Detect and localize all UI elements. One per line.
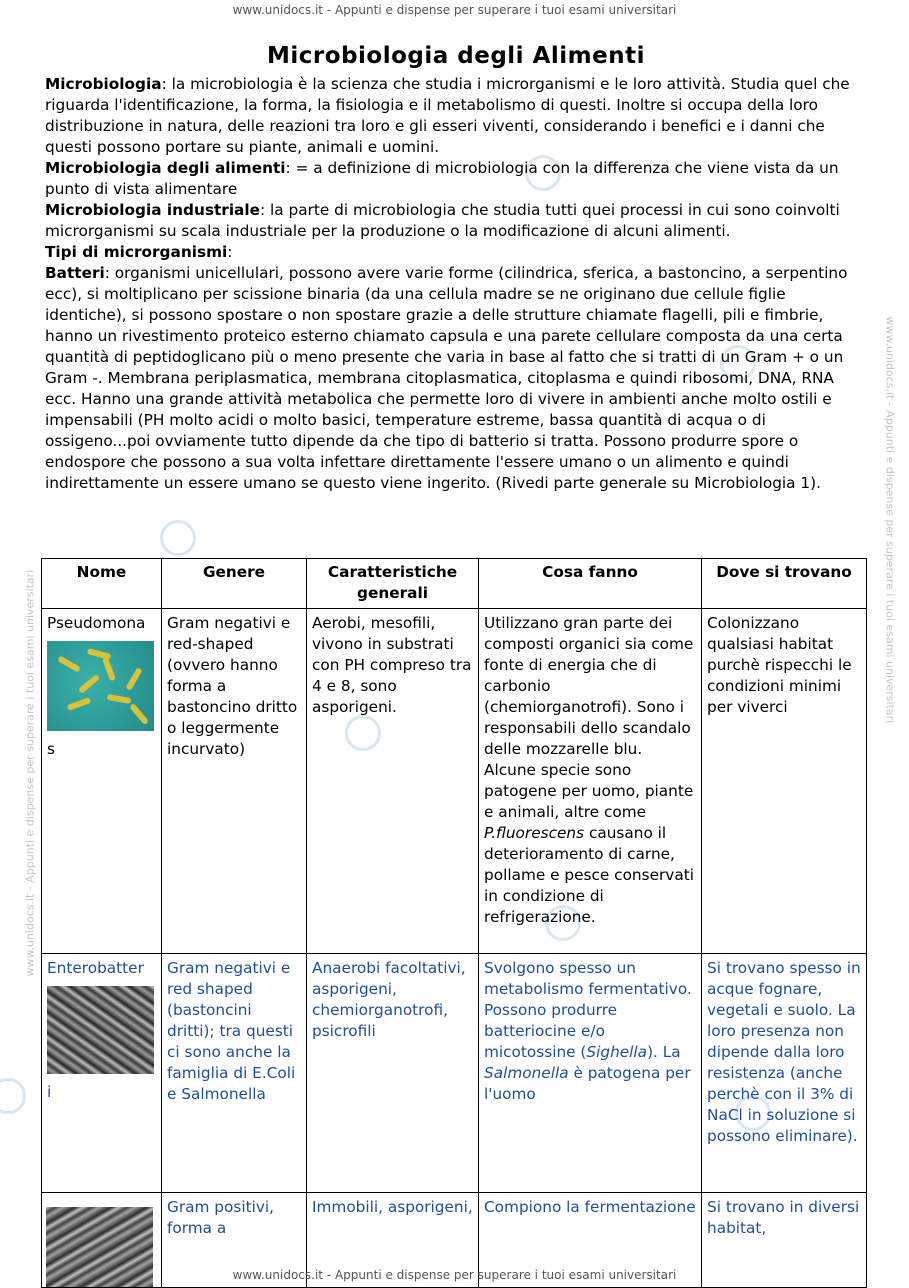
table-header-row — [42, 559, 867, 609]
text-part: Svolgono spesso un metabolismo fermentativo. Possono produrre batteriocine e/o micotossine ( — [484, 959, 692, 1061]
species-name: P.fluorescens — [484, 824, 585, 842]
genere-cell: Gram positivi, forma a — [162, 1193, 307, 1288]
watermark-logo-icon — [0, 1078, 26, 1114]
text-part: causano il deterioramento di carne, pollame e pesce conservati in condizione di refrigerazione. — [484, 824, 694, 926]
bacteria-table — [41, 558, 867, 1288]
definition: : = a definizione di microbiologia con la differenza che viene vista da un punto di vista alimentare — [45, 159, 839, 198]
name-text: Enterobatter — [47, 959, 144, 977]
genere-cell: Gram negativi e red shaped (bastoncini dritti); tra questi ci sono anche la famiglia di E.Coli e Salmonella — [162, 954, 307, 1193]
header-watermark: www.unidocs.it - Appunti e dispense per superare i tuoi esami universitari — [232, 3, 677, 17]
paragraph-microbiologia-alimenti — [45, 158, 867, 200]
term: Microbiologia industriale — [45, 201, 261, 219]
footer-watermark: www.unidocs.it - Appunti e dispense per superare i tuoi esami universitari — [232, 1268, 677, 1282]
genere-cell: Gram negativi e red-shaped (ovvero hanno forma a bastoncino dritto o leggermente incurvato) — [162, 609, 307, 954]
document-body — [45, 40, 867, 494]
table-row — [42, 609, 867, 954]
dove-cell: Colonizzano qualsiasi habitat purchè rispecchi le condizioni minimi per viverci — [702, 609, 867, 954]
column-header: Genere — [162, 559, 307, 609]
caratteristiche-cell: Anaerobi facoltativi, asporigeni, chemiorganotrofi, psicrofili — [307, 954, 479, 1193]
term: Microbiologia degli alimenti — [45, 159, 286, 177]
definition: : la microbiologia è la scienza che studia i microrganismi e le loro attività. Studia quel che riguarda l'identificazione, la forma, la fisiologia e il metabolismo di questi. Inoltre si occupa della loro distribuzione in natura, delle reazioni tra loro e gli esseri viventi, considerando i benefici e i danni che questi possono portare su piante, animali e uomini. — [45, 75, 850, 156]
dove-cell: Si trovano spesso in acque fognare, vegetali e suolo. La loro presenza non dipende dalla loro resistenza (anche perchè con il 3% di NaCl in soluzione si possono eliminare). — [702, 954, 867, 1193]
side-watermark-left: www.unidocs.it - Appunti e dispense per superare i tuoi esami universitari — [23, 569, 37, 977]
text-part: Utilizzano gran parte dei composti organici sia come fonte di energia che di carbonio (chemiorganotrofi). Sono i responsabili dello scandalo delle mozzarelle blu. Alcune specie sono patogene per uomo, piante e animali, altre come — [484, 614, 694, 821]
term: Microbiologia — [45, 75, 162, 93]
name-text: Pseudomona — [47, 614, 146, 632]
paragraph-tipi-microrganismi — [45, 242, 867, 263]
term: Tipi di microrganismi — [45, 243, 228, 261]
species-name: Sighella — [586, 1043, 648, 1061]
cosa-fanno-cell — [479, 609, 702, 954]
cosa-fanno-cell — [479, 954, 702, 1193]
caratteristiche-cell: Immobili, asporigeni, — [307, 1193, 479, 1288]
enterobacteria-image — [47, 986, 154, 1074]
watermark-logo-icon — [160, 520, 196, 556]
caratteristiche-cell: Aerobi, mesofili, vivono in substrati con PH compreso tra 4 e 8, sono asporigeni. — [307, 609, 479, 954]
pseudomonas-image — [47, 641, 154, 731]
name-cell — [42, 954, 162, 1193]
cosa-fanno-cell: Compiono la fermentazione — [479, 1193, 702, 1288]
table-row — [42, 954, 867, 1193]
name-cell — [42, 609, 162, 954]
paragraph-microbiologia — [45, 74, 867, 158]
text-part: ). La — [647, 1043, 681, 1061]
paragraph-microbiologia-industriale — [45, 200, 867, 242]
column-header: Caratteristiche generali — [307, 559, 479, 609]
page-title: Microbiologia degli Alimenti — [267, 43, 645, 69]
paragraph-batteri — [45, 263, 867, 494]
definition: : organismi unicellulari, possono avere varie forme (cilindrica, sferica, a bastoncino, a serpentino ecc), si moltiplicano per scissione binaria (da una cellula madre se ne originano due cellule figlie identiche), si possono spostare o non spostare grazie a delle strutture chiamate flagelli, pili e fimbrie, hanno un rivestimento proteico esterno chiamato capsula e una parete cellulare composta da una certa quantità di peptidoglicano più o meno presente che varia in base al fatto che si tratti di un Gram + o un Gram -. Membrana periplasmatica, membrana citoplasmatica, citoplasma e quindi ribosomi, DNA, RNA ecc. Hanno una grande attività metabolica che permette loro di vivere in ambienti anche molto ostili e impensabili (PH molto acidi o molto basici, temperature estreme, bassa quantità di acqua o di ossigeno...poi ovviamente tutto dipende da che tipo di batterio si tratta. Possono produrre spore o endospore che possono a sua volta infettare direttamente l'essere umano o un alimento e quindi indirettamente un essere umano se questo viene ingerito. (Rivedi parte generale su Microbiologia 1). — [45, 264, 848, 492]
definition: : la parte di microbiologia che studia tutti quei processi in cui sono coinvolti microrganismi su scala industriale per la produzione o la modificazione di alcuni alimenti. — [45, 201, 840, 240]
side-watermark-right: www.unidocs.it - Appunti e dispense per superare i tuoi esami universitari — [883, 316, 897, 724]
dove-cell: Si trovano in diversi habitat, — [702, 1193, 867, 1288]
definition: : — [227, 243, 233, 261]
name-text: s — [47, 740, 55, 758]
column-header: Dove si trovano — [702, 559, 867, 609]
column-header: Nome — [42, 559, 162, 609]
species-name: Salmonella — [484, 1064, 569, 1082]
term: Batteri — [45, 264, 105, 282]
column-header: Cosa fanno — [479, 559, 702, 609]
text-part: è patogena per l'uomo — [484, 1064, 691, 1103]
name-text: i — [47, 1083, 52, 1101]
